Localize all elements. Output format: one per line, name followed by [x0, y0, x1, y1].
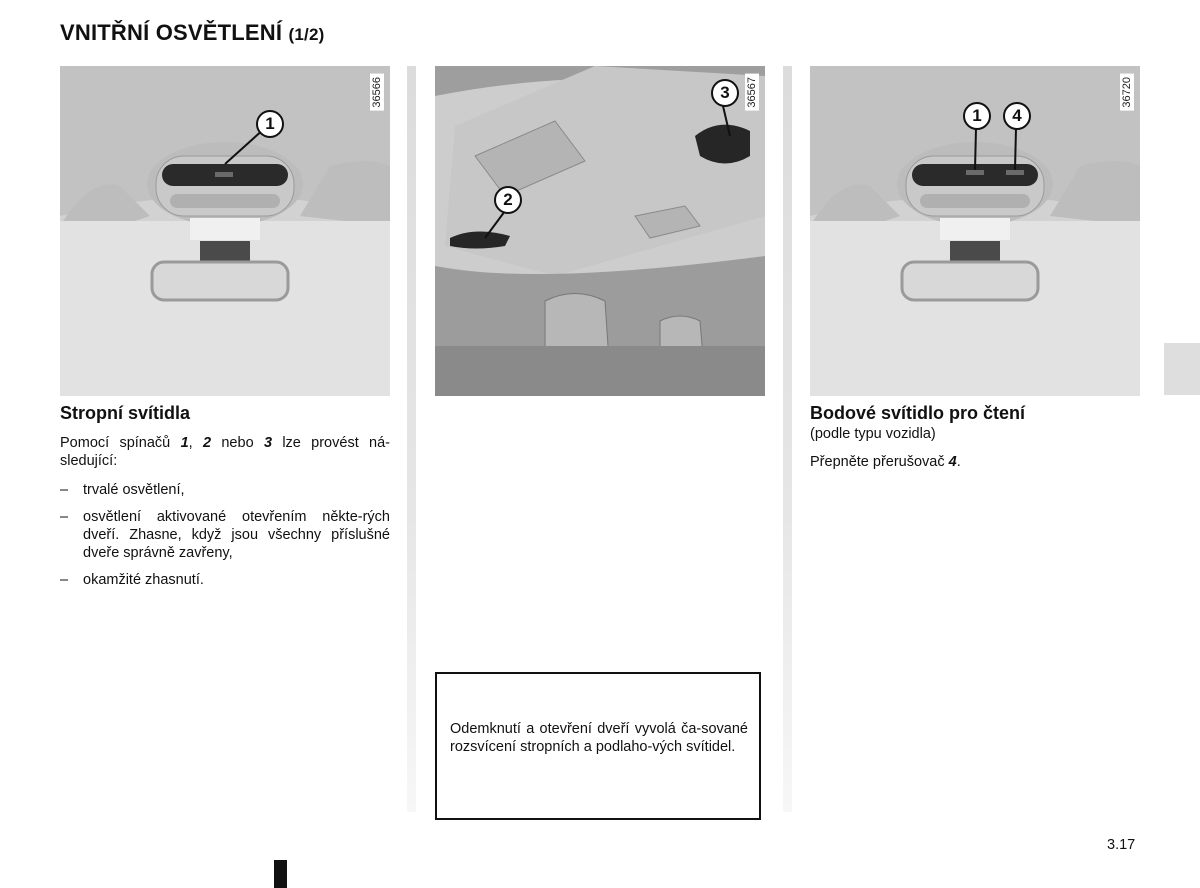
figure-code: 36720	[1120, 74, 1134, 111]
note-text: Odemknutí a otevření dveří vyvolá ča-sované rozsvícení stropních a podlaho-vých svítidel.	[450, 721, 748, 755]
section-subheading: (podle typu vozidla)	[810, 426, 936, 442]
callout-2: 2	[494, 186, 522, 214]
intro-text-1: Pomocí spínačů	[60, 435, 181, 451]
column-separator-right	[783, 66, 792, 812]
callout-3: 3	[711, 79, 739, 107]
section-heading-reading-light: Bodové svítidlo pro čtení	[810, 403, 1026, 423]
page-title-text: VNITŘNÍ OSVĚTLENÍ	[60, 20, 283, 45]
figure-code: 36566	[370, 74, 384, 111]
options-list	[60, 481, 390, 598]
figure-rear-ceiling	[435, 66, 765, 396]
print-mark	[274, 860, 287, 888]
intro-paragraph	[60, 434, 390, 470]
rear-ceiling-illustration	[435, 66, 765, 396]
intro-text-3: nebo	[211, 435, 264, 451]
figure-overhead-console	[60, 66, 390, 396]
list-item	[60, 571, 390, 589]
note-box	[435, 672, 761, 820]
column-separator-left	[407, 66, 416, 812]
intro-text-4: lze provést ná-sledující:	[60, 435, 390, 469]
figure-reading-light	[810, 66, 1140, 396]
list-item-text: trvalé osvětlení,	[83, 482, 185, 498]
list-item-text: osvětlení aktivované otevřením někte-rých dveří. Zhasne, když jsou všechny příslušné dveře správně zavřeny,	[83, 509, 390, 561]
overhead-console-illustration	[60, 66, 390, 396]
intro-text-2: ,	[188, 435, 203, 451]
page-title-suffix: (1/2)	[288, 25, 325, 44]
instruction-text: Přepněte přerušovač	[810, 454, 949, 470]
page-number: 3.17	[1107, 837, 1136, 853]
callout-1: 1	[963, 102, 991, 130]
figure-code: 36567	[745, 74, 759, 111]
chapter-tab	[1164, 343, 1200, 395]
intro-ref-2: 2	[202, 435, 212, 451]
list-bullet: –	[60, 509, 69, 525]
intro-ref-1: 1	[180, 435, 189, 451]
section-heading-ceiling-lights: Stropní svítidla	[60, 403, 191, 423]
reading-light-instruction	[810, 453, 1140, 471]
callout-1: 1	[256, 110, 284, 138]
list-item	[60, 481, 390, 499]
list-item	[60, 508, 390, 562]
list-item-text: okamžité zhasnutí.	[83, 572, 204, 588]
list-bullet: –	[60, 572, 69, 588]
list-bullet: –	[60, 482, 69, 498]
instruction-end: .	[956, 454, 961, 470]
intro-ref-3: 3	[263, 435, 273, 451]
page-title	[60, 20, 324, 46]
callout-4: 4	[1003, 102, 1031, 130]
instruction-ref-4: 4	[948, 454, 957, 470]
